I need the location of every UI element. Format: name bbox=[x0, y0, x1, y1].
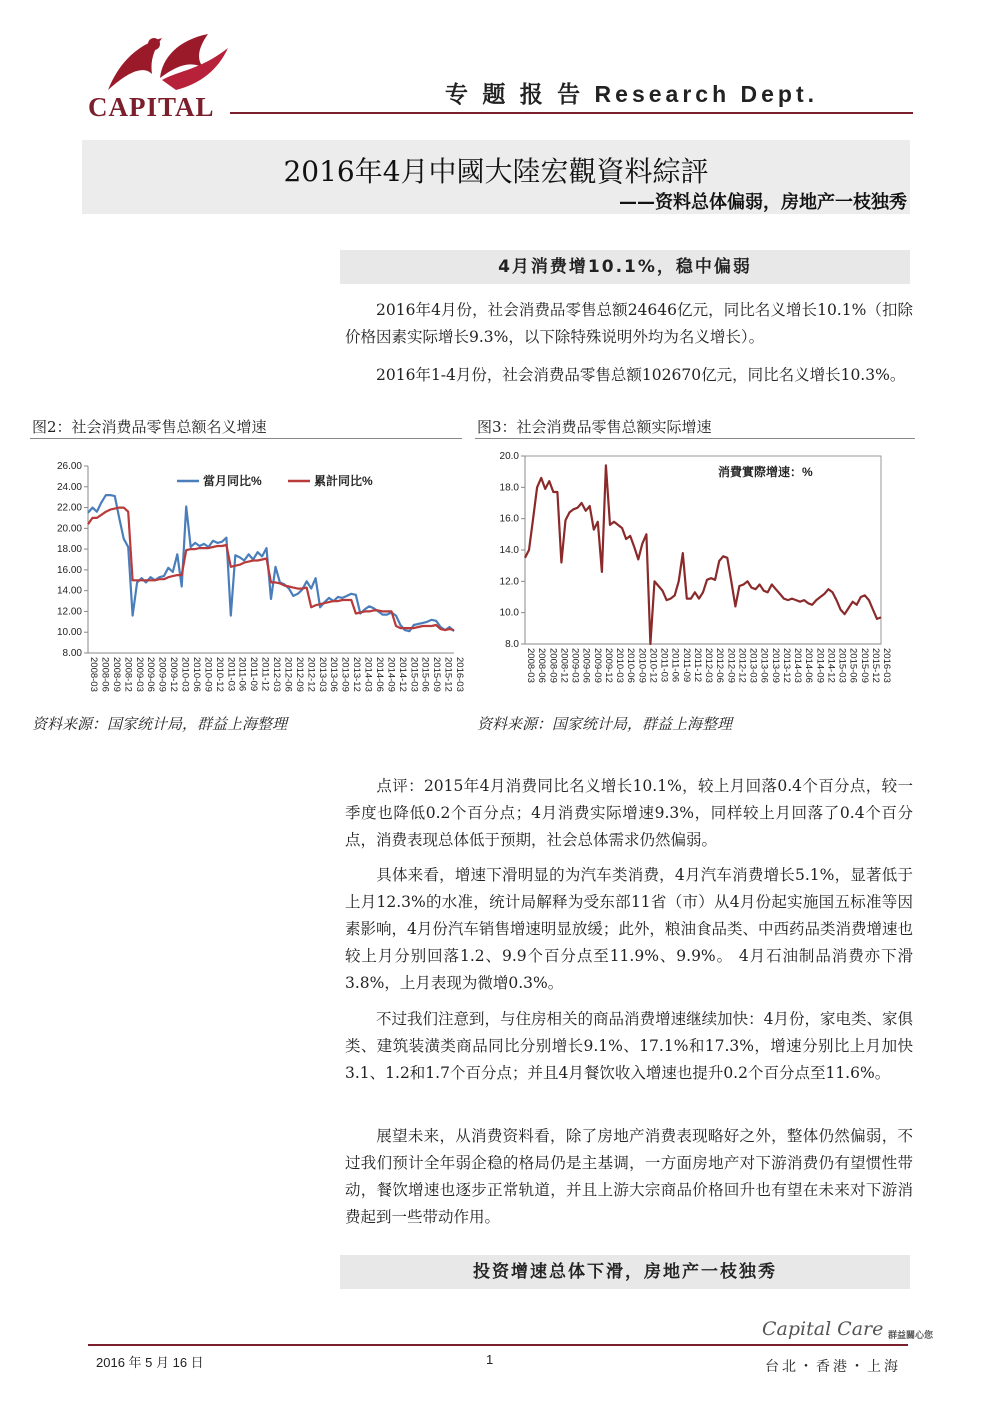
legend-label-1: 累計同比% bbox=[314, 474, 373, 488]
comment-paragraph-1: 点评：2015年4月消费同比名义增长10.1%，较上月回落0.4个百分点，较一季度也降低0.2个百分点；4月消费实际增速9.3%，同样较上月回落了0.4个百分点，消费表现总体低于预期，社会总体需求仍然偏弱。 bbox=[345, 777, 913, 849]
x-tick-label: 2015-03 bbox=[408, 657, 420, 692]
y-tick-label: 12.0 bbox=[499, 576, 519, 588]
x-tick-label: 2010-03 bbox=[179, 657, 191, 692]
x-tick-label: 2015-06 bbox=[847, 648, 859, 683]
fig3-rule bbox=[475, 438, 915, 439]
x-tick-label: 2014-06 bbox=[373, 657, 385, 692]
fig2-rule bbox=[30, 438, 462, 439]
x-tick-label: 2011-06 bbox=[669, 648, 681, 683]
y-tick-label: 26.00 bbox=[56, 461, 82, 472]
capital-care-tagline: 群益關心您 bbox=[888, 1331, 934, 1341]
x-tick-label: 2013-06 bbox=[328, 657, 340, 692]
x-tick-label: 2009-06 bbox=[580, 648, 592, 683]
x-tick-label: 2008-03 bbox=[88, 657, 99, 692]
fig3-source: 资料来源：国家统计局，群益上海整理 bbox=[477, 715, 733, 733]
x-tick-label: 2011-06 bbox=[236, 657, 248, 692]
fig2-chart bbox=[30, 448, 465, 710]
y-tick-label: 24.00 bbox=[56, 481, 82, 493]
plot-area bbox=[88, 466, 454, 653]
x-tick-label: 2015-12 bbox=[442, 657, 454, 692]
x-tick-label: 2015-09 bbox=[431, 657, 443, 692]
x-tick-label: 2014-09 bbox=[814, 648, 826, 683]
x-tick-label: 2008-09 bbox=[110, 657, 122, 692]
series-line-0 bbox=[88, 495, 454, 631]
logo-text: CAPITAL bbox=[88, 92, 215, 122]
footer-rule bbox=[88, 1344, 908, 1346]
x-tick-label: 2015-12 bbox=[869, 648, 881, 683]
page-subtitle: ——资料总体偏弱，房地产一枝独秀 bbox=[619, 192, 907, 213]
x-tick-label: 2012-09 bbox=[293, 657, 305, 692]
comment-paragraph-2: 具体来看，增速下滑明显的为汽车类消费，4月汽车消费增长5.1%，显著低于上月12.3%的水准，统计局解释为受东部11省（市）从4月份起实施国五标准等因素影响，4月份汽车销售增速明显放缓；此外，粮油食品类、中西药品类消费增速也较上月分别回落1.2、9.9个百分点至11.9%、9.9%。 4月石油制品消费亦下滑3.8%，上月表现为微增0.3%。 bbox=[345, 866, 913, 992]
x-tick-label: 2008-06 bbox=[99, 657, 111, 692]
x-tick-label: 2010-12 bbox=[213, 657, 225, 692]
x-tick-label: 2009-03 bbox=[569, 648, 581, 683]
legend-label-0: 消費實際增速：% bbox=[718, 465, 813, 479]
footer-cities: 台北・香港・上海 bbox=[765, 1359, 901, 1375]
x-tick-label: 2008-06 bbox=[536, 648, 548, 683]
comment-paragraph-3: 不过我们注意到，与住房相关的商品消费增速继续加快：4月份，家电类、家俱类、建筑装潢类商品同比分别增长9.1%、17.1%和17.3%，增速分别比上月加快3.1、1.2和1.7个百分点；并且4月餐饮收入增速也提升0.2个百分点至11.6%。 bbox=[345, 1010, 913, 1082]
plot-area bbox=[525, 456, 881, 644]
x-tick-label: 2013-03 bbox=[316, 657, 328, 692]
x-tick-label: 2011-12 bbox=[691, 648, 703, 683]
x-tick-label: 2013-06 bbox=[758, 648, 770, 683]
x-tick-label: 2010-06 bbox=[190, 657, 202, 692]
x-tick-label: 2012-12 bbox=[305, 657, 317, 692]
x-tick-label: 2010-09 bbox=[636, 648, 648, 683]
x-tick-label: 2013-03 bbox=[747, 648, 759, 683]
x-tick-label: 2013-12 bbox=[780, 648, 792, 683]
x-tick-label: 2014-12 bbox=[396, 657, 408, 692]
x-tick-label: 2014-09 bbox=[385, 657, 397, 692]
x-tick-label: 2009-03 bbox=[133, 657, 145, 692]
fig3-chart bbox=[475, 446, 915, 708]
x-tick-label: 2008-12 bbox=[122, 657, 134, 692]
y-tick-label: 16.00 bbox=[56, 564, 82, 576]
y-tick-label: 10.00 bbox=[56, 627, 82, 639]
intro-paragraph-1: 2016年4月份，社会消费品零售总额24646亿元，同比名义增长10.1%（扣除价格因素实际增长9.3%，以下除特殊说明外均为名义增长）。 bbox=[345, 301, 913, 346]
y-tick-label: 18.0 bbox=[499, 482, 519, 494]
x-tick-label: 2012-03 bbox=[703, 648, 714, 683]
header-dept-label: 专 题 报 告 Research Dept. bbox=[445, 81, 819, 107]
y-tick-label: 10.0 bbox=[499, 607, 519, 619]
x-tick-label: 2009-06 bbox=[145, 657, 157, 692]
y-tick-label: 14.00 bbox=[56, 585, 82, 597]
x-tick-label: 2012-03 bbox=[271, 657, 282, 692]
x-tick-label: 2011-03 bbox=[658, 648, 670, 683]
x-tick-label: 2008-12 bbox=[558, 648, 570, 683]
x-tick-label: 2012-06 bbox=[282, 657, 294, 692]
page-title: 2016年4月中國大陸宏觀資料綜評 bbox=[283, 155, 709, 188]
y-tick-label: 20.0 bbox=[499, 451, 519, 462]
x-tick-label: 2011-09 bbox=[680, 648, 692, 683]
x-tick-label: 2015-03 bbox=[836, 648, 848, 683]
header-rule bbox=[230, 112, 913, 114]
series-line-0 bbox=[525, 465, 881, 644]
fig2-source: 资料来源：国家统计局，群益上海整理 bbox=[32, 715, 288, 733]
x-tick-label: 2016-03 bbox=[454, 657, 465, 692]
capital-care-logo: Capital Care bbox=[762, 1318, 884, 1340]
section-heading-consumption: 4月消费增10.1%，稳中偏弱 bbox=[340, 250, 910, 284]
x-tick-label: 2014-03 bbox=[792, 648, 803, 683]
x-tick-label: 2010-09 bbox=[202, 657, 214, 692]
comment-paragraph-4: 展望未来，从消费资料看，除了房地产消费表现略好之外，整体仍然偏弱，不过我们预计全年弱企稳的格局仍是主基调，一方面房地产对下游消费仍有望惯性带动，餐饮增速也逐步正常轨道，并且上游大宗商品价格回升也有望在未来对下游消费起到一些带动作用。 bbox=[345, 1127, 913, 1226]
x-tick-label: 2014-06 bbox=[803, 648, 815, 683]
intro-paragraph-2: 2016年1-4月份，社会消费品零售总额102670亿元，同比名义增长10.3%。 bbox=[376, 366, 906, 384]
x-tick-label: 2009-09 bbox=[156, 657, 168, 692]
x-tick-label: 2016-03 bbox=[881, 648, 892, 683]
footer-date: 2016 年 5 月 16 日 bbox=[96, 1355, 204, 1370]
y-tick-label: 12.00 bbox=[56, 606, 82, 618]
y-tick-label: 22.00 bbox=[56, 502, 82, 514]
x-tick-label: 2010-06 bbox=[625, 648, 637, 683]
y-tick-label: 20.00 bbox=[56, 523, 82, 535]
y-tick-label: 14.0 bbox=[499, 545, 519, 556]
section-heading-investment: 投资增速总体下滑，房地产一枝独秀 bbox=[340, 1255, 910, 1289]
capital-eagle-logo-icon bbox=[100, 30, 235, 96]
page-number: 1 bbox=[486, 1352, 494, 1367]
y-tick-label: 8.00 bbox=[62, 648, 82, 659]
y-tick-label: 18.00 bbox=[56, 544, 82, 556]
x-tick-label: 2013-09 bbox=[339, 657, 351, 692]
fig3-caption: 图3：社会消费品零售总额实际增速 bbox=[477, 418, 712, 436]
fig2-caption: 图2：社会消费品零售总额名义增速 bbox=[32, 418, 267, 436]
x-tick-label: 2012-12 bbox=[736, 648, 748, 683]
x-tick-label: 2011-09 bbox=[248, 657, 260, 692]
x-tick-label: 2009-12 bbox=[602, 648, 614, 683]
x-tick-label: 2008-03 bbox=[525, 648, 536, 683]
x-tick-label: 2009-09 bbox=[591, 648, 603, 683]
x-tick-label: 2015-06 bbox=[419, 657, 431, 692]
x-tick-label: 2012-09 bbox=[725, 648, 737, 683]
x-tick-label: 2008-09 bbox=[547, 648, 559, 683]
legend-label-0: 當月同比% bbox=[203, 474, 262, 488]
x-tick-label: 2013-09 bbox=[769, 648, 781, 683]
x-tick-label: 2009-12 bbox=[168, 657, 180, 692]
x-tick-label: 2012-06 bbox=[714, 648, 726, 683]
x-tick-label: 2013-12 bbox=[351, 657, 363, 692]
x-tick-label: 2014-12 bbox=[825, 648, 837, 683]
x-tick-label: 2010-03 bbox=[614, 648, 625, 683]
x-tick-label: 2011-03 bbox=[225, 657, 237, 692]
x-tick-label: 2010-12 bbox=[647, 648, 659, 683]
series-line-1 bbox=[88, 508, 454, 630]
y-tick-label: 8.0 bbox=[505, 639, 519, 650]
x-tick-label: 2014-03 bbox=[362, 657, 374, 692]
x-tick-label: 2011-12 bbox=[259, 657, 271, 692]
y-tick-label: 16.0 bbox=[499, 513, 519, 525]
x-tick-label: 2015-09 bbox=[858, 648, 870, 683]
